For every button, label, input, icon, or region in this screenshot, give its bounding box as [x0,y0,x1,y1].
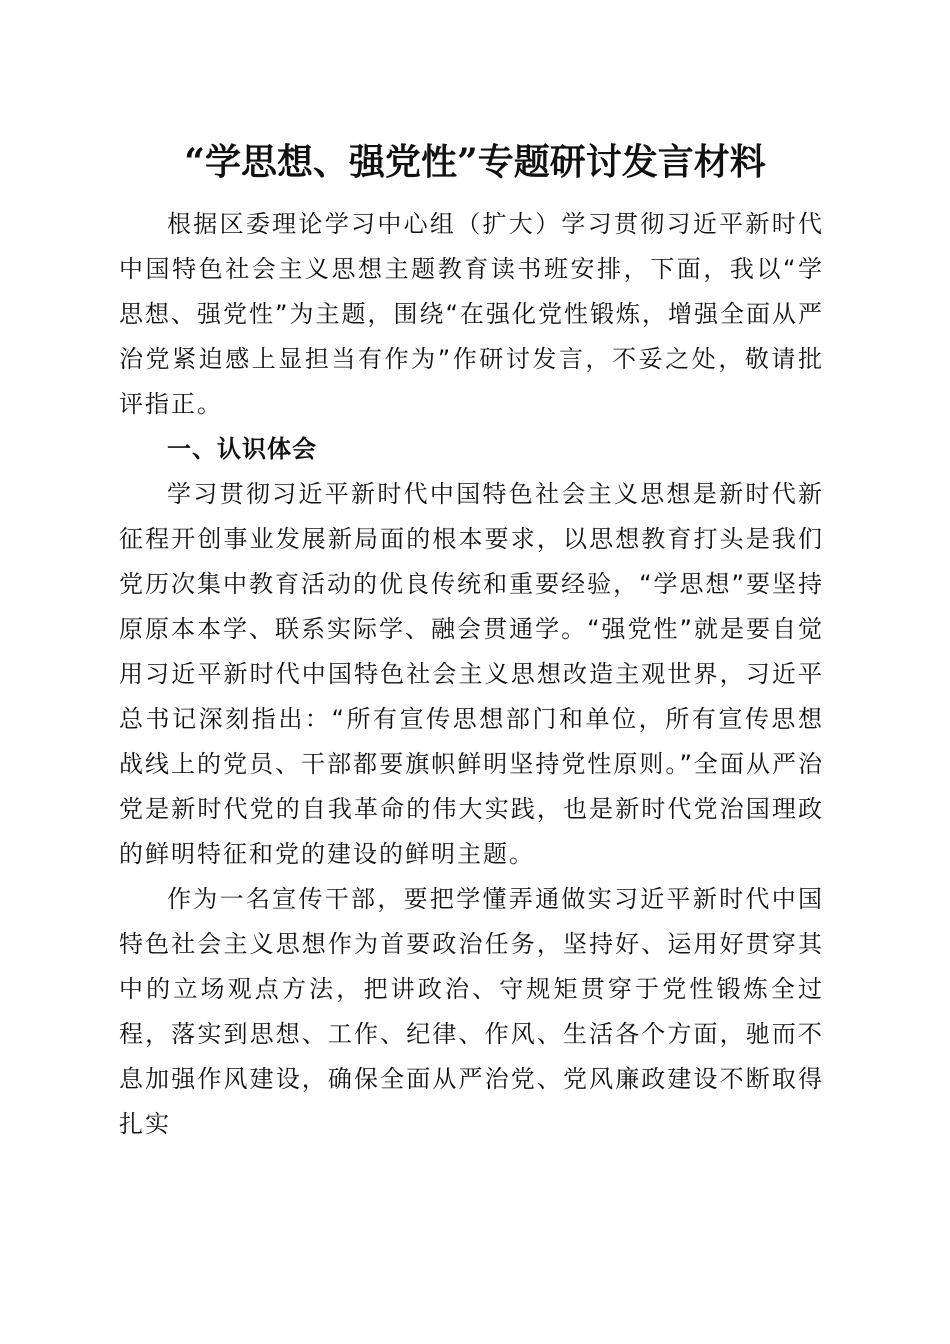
document-body [119,202,824,1147]
body-paragraph: 学习贯彻习近平新时代中国特色社会主义思想是新时代新征程开创事业发展新局面的根本要求，以思想教育打头是我们党历次集中教育活动的优良传统和重要经验，“学思想”要坚持原原本本学、联系实际学、融会贯通学。“强党性”就是要自觉用习近平新时代中国特色社会主义思想改造主观世界，习近平总书记深刻指出：“所有宣传思想部门和单位，所有宣传思想战线上的党员、干部都要旗帜鲜明坚持党性原则。”全面从严治党是新时代党的自我革命的伟大实践，也是新时代党治国理政的鲜明特征和党的建设的鲜明主题。 [119,480,824,868]
body-paragraph: 作为一名宣传干部，要把学懂弄通做实习近平新时代中国特色社会主义思想作为首要政治任务，坚持好、运用好贯穿其中的立场观点方法，把讲政治、守规矩贯穿于党性锻炼全过程，落实到思想、工作、纪律、作风、生活各个方面，驰而不息加强作风建设，确保全面从严治党、党风廉政建设不断取得扎实 [119,885,824,1138]
section-heading: 一、认识体会 [167,435,317,463]
document-title: “学思想、强党性”专题研讨发言材料 [184,141,766,183]
intro-paragraph: 根据区委理论学习中心组（扩大）学习贯彻习近平新时代中国特色社会主义思想主题教育读书班安排，下面，我以“学思想、强党性”为主题，围绕“在强化党性锻炼，增强全面从严治党紧迫感上显担当有作为”作研讨发言，不妥之处，敬请批评指正。 [119,210,824,418]
